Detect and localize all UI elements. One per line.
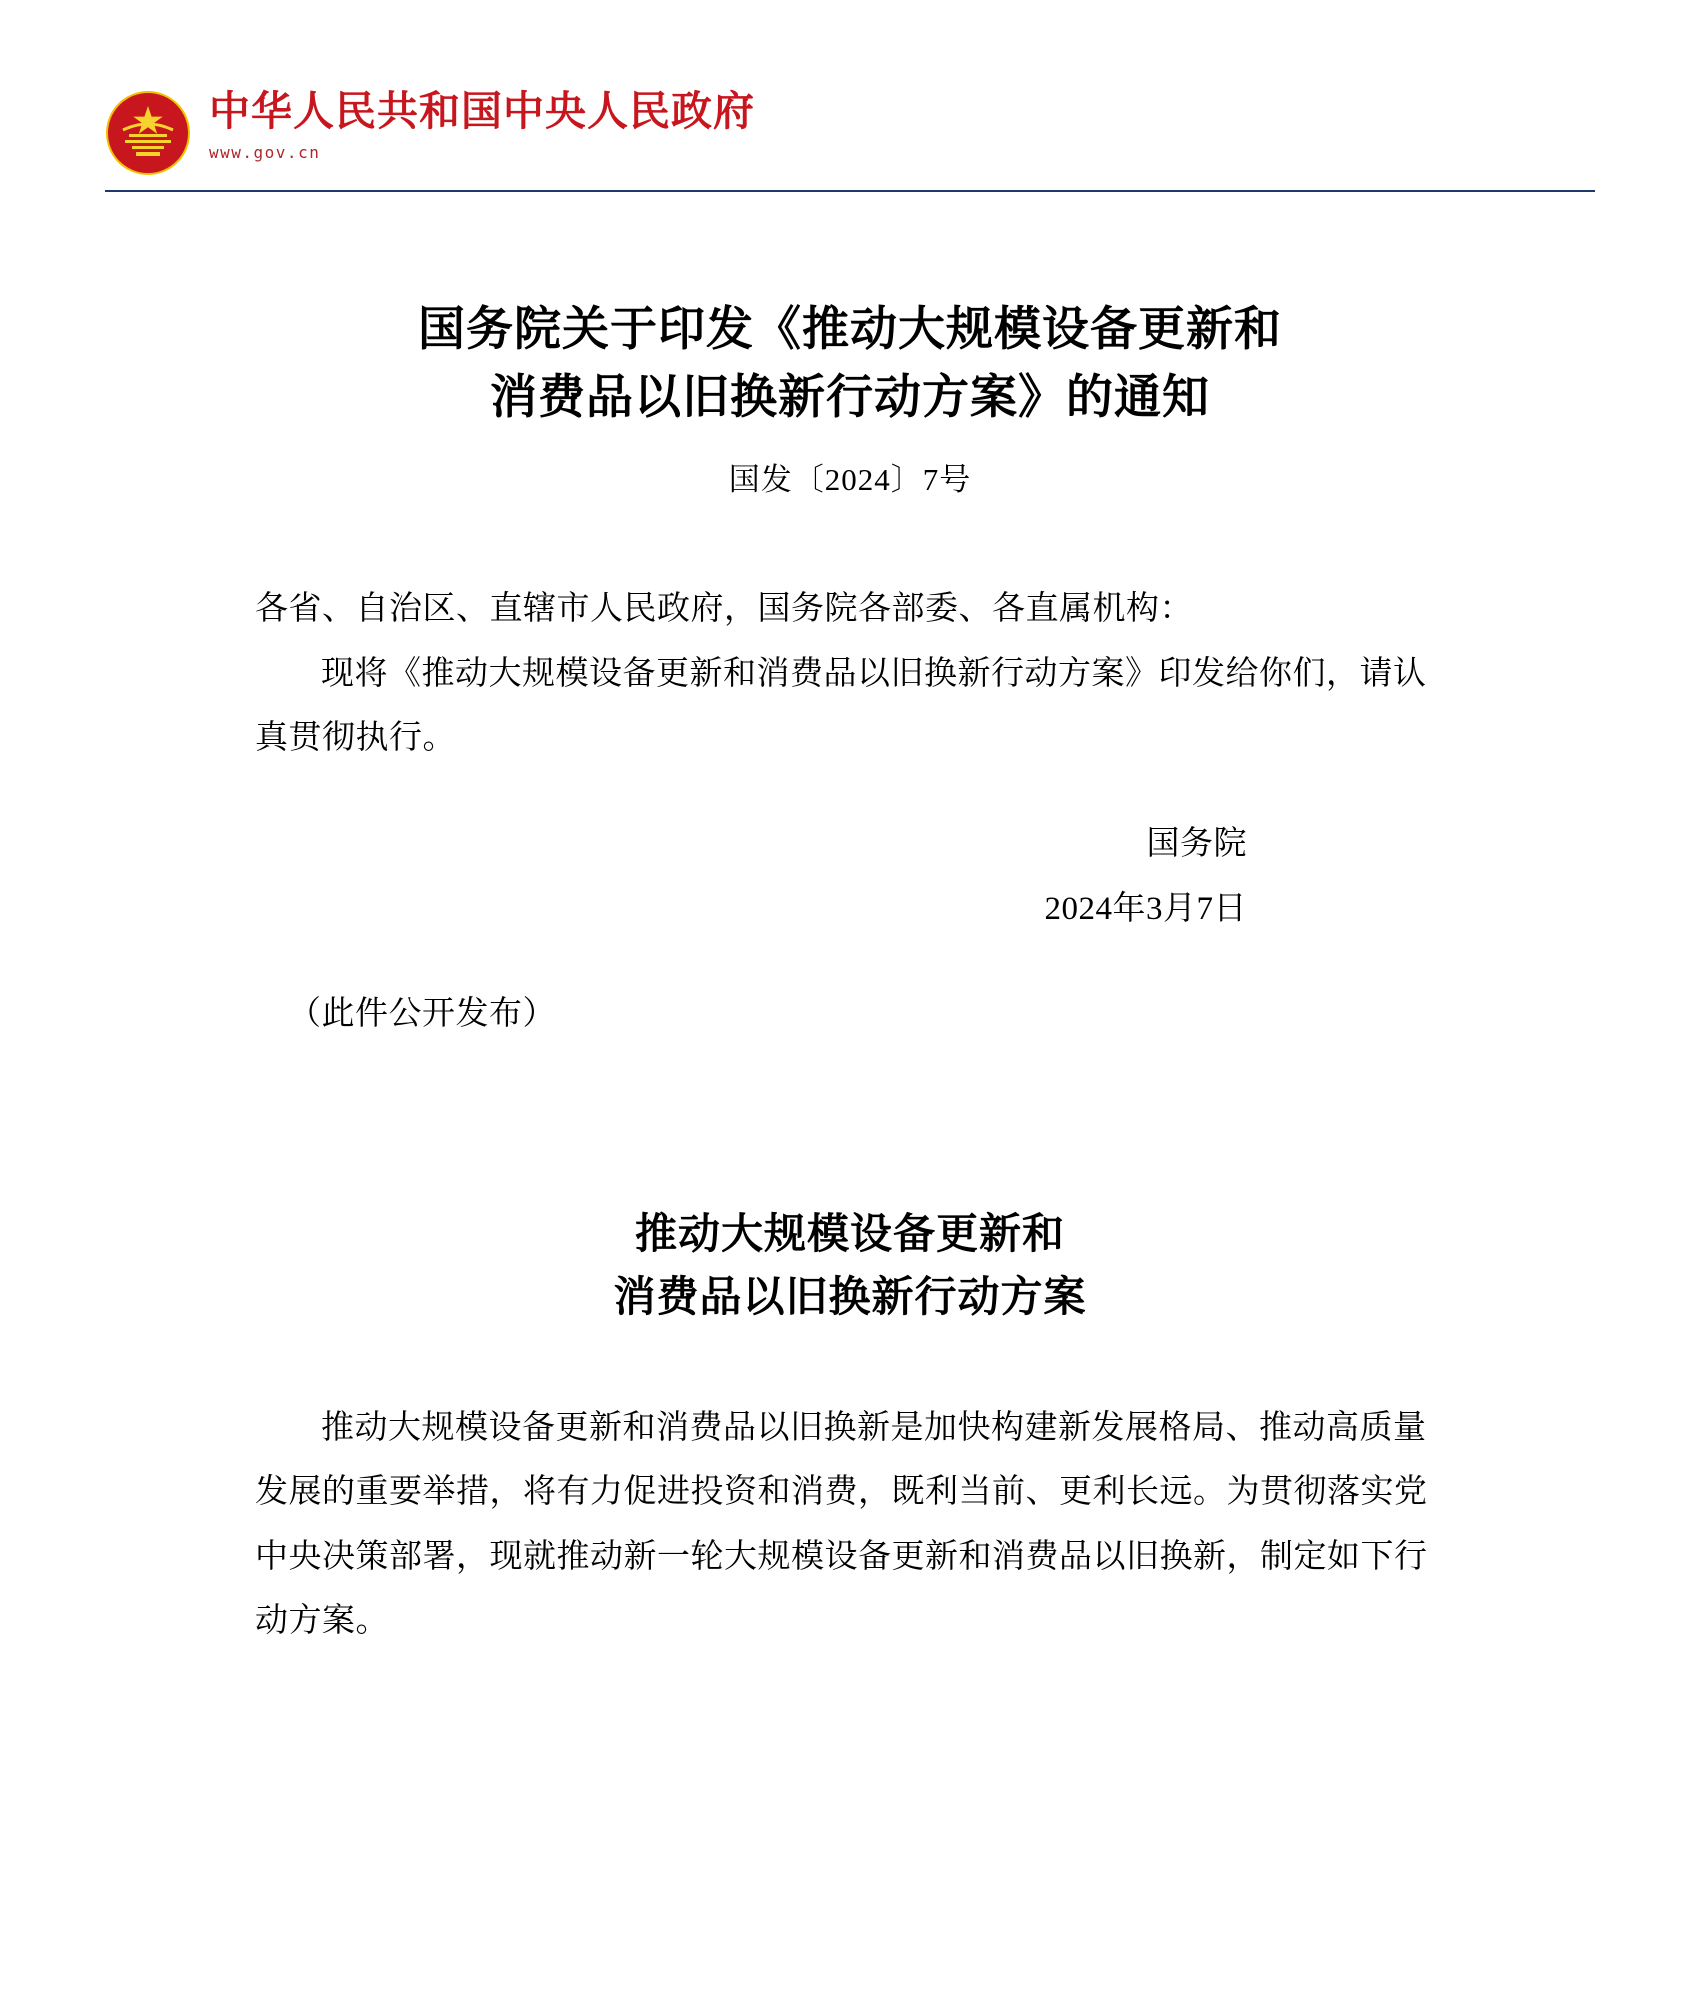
signer-name: 国务院 <box>1146 826 1247 863</box>
document-body-paragraph: 现将《推动大规模设备更新和消费品以旧换新行动方案》印发给你们，请认真贯彻执行。 <box>255 655 1427 756</box>
plan-body <box>255 1396 1445 1653</box>
site-masthead <box>105 0 1595 176</box>
signature-date: 2024年3月7日 <box>1044 890 1247 927</box>
plan-title-line-1: 推动大规模设备更新和 <box>634 1212 1065 1258</box>
document-addressee: 各省、自治区、直辖市人民政府，国务院各部委、各直属机构： <box>255 591 1193 628</box>
plan-paragraph: 推动大规模设备更新和消费品以旧换新是加快构建新发展格局、推动高质量发展的重要举措，将有力促进投资和消费，既利当前、更利长远。为贯彻落实党中央决策部署，现就推动新一轮大规模设备更新和消费品以旧换新，制定如下行动方案。 <box>255 1410 1428 1640</box>
publish-note: （此件公开发布） <box>288 996 556 1032</box>
document-title-line-1: 国务院关于印发《推动大规模设备更新和 <box>418 304 1282 356</box>
document-content <box>255 192 1445 1653</box>
national-emblem-icon <box>105 90 191 176</box>
site-url: www.gov.cn <box>209 143 321 163</box>
masthead-text <box>209 88 755 162</box>
document-title-line-2: 消费品以旧换新行动方案》的通知 <box>490 372 1210 425</box>
document-number: 国发〔2024〕7号 <box>728 462 972 498</box>
document-signature <box>255 812 1445 941</box>
plan-title-line-2: 消费品以旧换新行动方案 <box>613 1275 1087 1321</box>
site-title: 中华人民共和国中央人民政府 <box>209 88 755 134</box>
document-title <box>255 296 1445 432</box>
plan-title <box>255 1204 1445 1330</box>
